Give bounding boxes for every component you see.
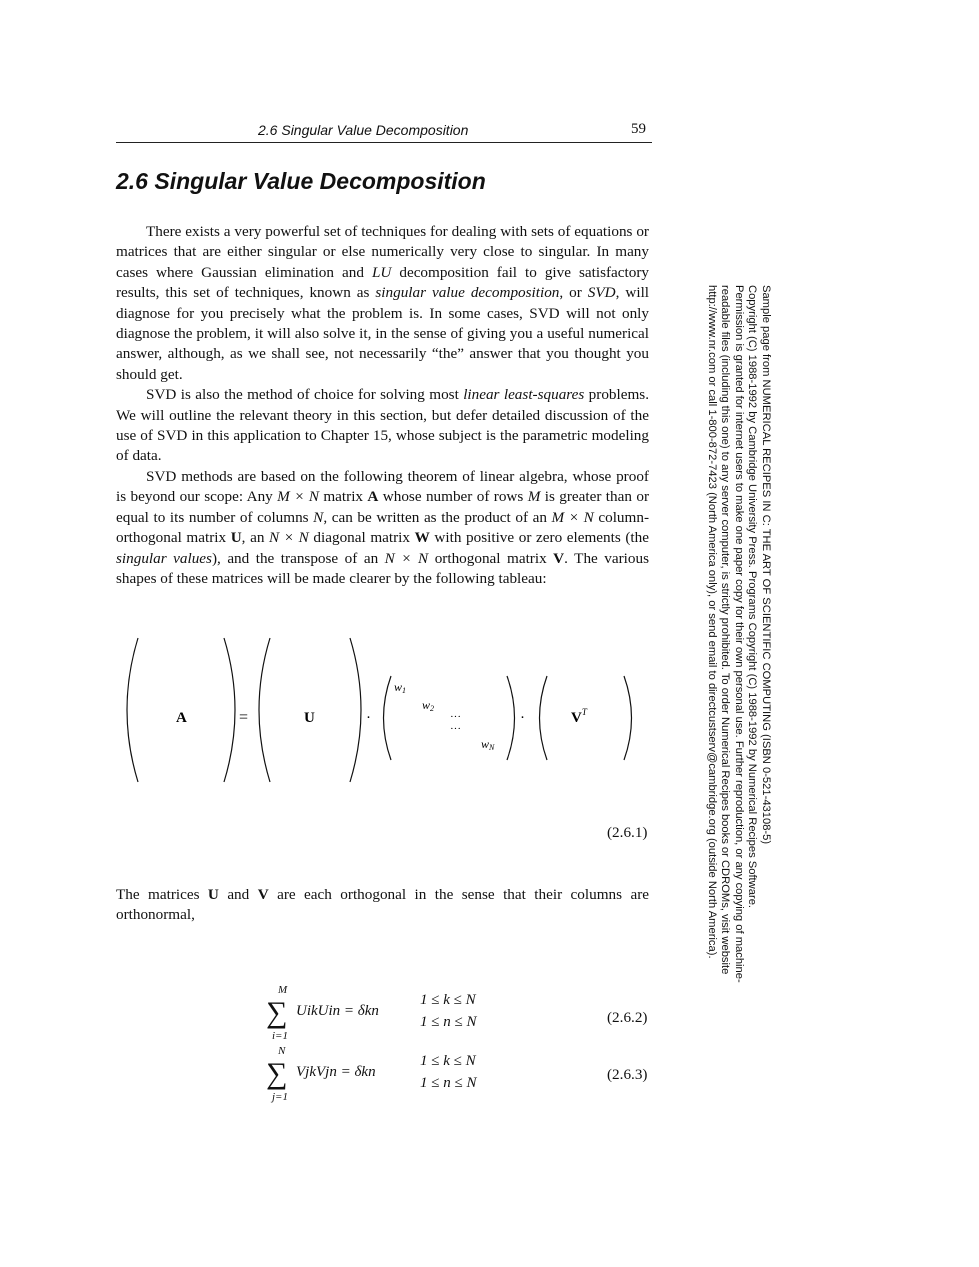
condition-n: 1 ≤ n ≤ N	[420, 1014, 477, 1030]
equation-label-2-6-2: (2.6.2)	[607, 1009, 648, 1026]
paren-v-left	[540, 676, 548, 760]
copyright-side-note	[692, 285, 772, 985]
text-run: problems. We will outline the relevant theory in this section, but defer detailed discussion of the use of SVD in this application to Chapter 15, whose subject is the parametric modeling of data.	[116, 386, 649, 465]
sum-expression: VjkVjn = δkn	[296, 1064, 376, 1080]
math-n: N	[313, 508, 324, 526]
sum-expression: UikUin = δkn	[296, 1003, 379, 1019]
sigma-icon: ∑	[266, 996, 288, 1029]
sum-upper-limit: N	[278, 1045, 286, 1057]
matrix-w: W	[414, 529, 430, 547]
math-dim: M × N	[551, 508, 594, 526]
term-singular-values: singular values	[116, 549, 212, 567]
matrix-v: V	[257, 886, 269, 903]
tableau-u: U	[304, 710, 315, 726]
text-run: decomposition fail to give satisfactory results, this set of techniques, known as	[116, 263, 649, 302]
body-text	[116, 222, 649, 589]
matrix-a: A	[367, 488, 379, 506]
math-dim: M × N	[277, 488, 319, 506]
equation-2-6-3	[260, 1045, 660, 1111]
sigma-icon: ∑	[266, 1057, 288, 1090]
tableau-a: A	[176, 710, 187, 726]
tableau-dot-2: ·	[520, 710, 525, 726]
tableau-vt: $V^T$	[571, 707, 587, 726]
text-run: diagonal matrix	[308, 529, 415, 547]
sum-lower-limit: j=1	[272, 1091, 288, 1103]
tableau-equals: =	[239, 709, 249, 726]
matrix-u: U	[207, 886, 219, 903]
math-lu: LU	[371, 263, 392, 281]
tableau-w2: w2	[422, 698, 435, 713]
page-number: 59	[631, 121, 646, 137]
math-m: M	[527, 488, 541, 506]
term-svd: singular value decomposition	[375, 284, 560, 302]
text-run: are each orthogonal in the sense that their columns are orthonormal,	[116, 886, 649, 924]
text-run: with positive or zero elements (the	[429, 529, 649, 547]
paragraph-orthonormal	[116, 885, 649, 926]
math-dim: N × N	[384, 549, 429, 567]
side-note-line: readable files (including this one) to any server computer, is strictly prohibited. To order Numerical Recipes books or CDROMs, visit website	[719, 285, 732, 975]
text-run: matrix	[318, 488, 368, 506]
paragraph-intro	[116, 222, 649, 385]
section-title: 2.6 Singular Value Decomposition	[116, 168, 486, 194]
text-run: SVD is also the method of choice for solving most	[146, 386, 464, 404]
text-run: is greater than or equal to its number of columns	[116, 488, 649, 526]
condition-n: 1 ≤ n ≤ N	[420, 1075, 477, 1091]
equation-label-2-6-3: (2.6.3)	[607, 1066, 648, 1083]
paren-u-left	[259, 638, 270, 782]
equation-2-6-2	[260, 984, 660, 1050]
text-run: orthogonal matrix	[428, 549, 554, 567]
paren-a-right	[224, 638, 235, 782]
paren-w-left	[384, 676, 392, 760]
paren-w-right	[507, 676, 515, 760]
sum-lower-limit: i=1	[272, 1030, 288, 1042]
side-note-line: http://www.nr.com or call 1-800-872-7423 (North America only), or send email to directcustserv@cambridge.org (outside North America).	[706, 285, 718, 959]
text-run: whose number of rows	[378, 488, 528, 506]
tableau-wn: wN	[481, 737, 495, 752]
text-run: , or	[559, 284, 588, 302]
text-run: There exists a very powerful set of techniques for dealing with sets of equations or matrices that are either singular or else numerically very close to singular. In many cases where Gaussian elimination and	[116, 223, 649, 281]
paren-u-right	[350, 638, 361, 782]
text-run: column-orthogonal matrix	[116, 508, 649, 547]
condition-k: 1 ≤ k ≤ N	[420, 1053, 476, 1069]
math-dim: N × N	[269, 529, 309, 547]
matrix-v: V	[553, 549, 565, 567]
text-run: ), and the transpose of an	[211, 549, 385, 567]
running-title: 2.6 Singular Value Decomposition	[258, 122, 469, 138]
tableau-dot-1: ·	[366, 710, 371, 726]
paren-a-left	[127, 638, 138, 782]
tableau-dots-2: ···	[450, 723, 461, 735]
text-run: and	[218, 886, 258, 903]
condition-k: 1 ≤ k ≤ N	[420, 992, 476, 1008]
text-run: , can be written as the product of an	[323, 508, 552, 526]
term-lls: linear least-squares	[463, 386, 585, 404]
tableau-w1: w1	[394, 680, 407, 695]
tableau-dots-1: ···	[450, 711, 461, 723]
term-svd-abbr: SVD	[587, 284, 616, 302]
paragraph-least-squares	[116, 385, 649, 467]
running-head	[116, 122, 652, 143]
text-run: . The various shapes of these matrices will be made clearer by the following tableau:	[116, 549, 649, 587]
text-run: , an	[241, 529, 270, 547]
sum-upper-limit: M	[278, 984, 288, 996]
side-note-line: Permission is granted for internet users to make one paper copy for their own personal use. Further reproduction, or any copying of machine-	[733, 285, 745, 983]
side-note-line: Copyright (C) 1988-1992 by Cambridge University Press. Programs Copyright (C) 1988-1992 by Numerical Recipes Software.	[746, 285, 759, 909]
paren-v-right	[624, 676, 632, 760]
paragraph-theorem	[116, 467, 649, 589]
equation-label-2-6-1: (2.6.1)	[607, 824, 648, 841]
text-run: The matrices	[116, 886, 208, 903]
text-run: SVD methods are based on the following theorem of linear algebra, whose proof is beyond our scope: Any	[116, 467, 649, 506]
svd-tableau	[100, 610, 660, 810]
matrix-u: U	[230, 529, 242, 547]
side-note-line: Sample page from NUMERICAL RECIPES IN C: THE ART OF SCIENTIFIC COMPUTING (ISBN 0-521-43108-5)	[760, 285, 772, 845]
text-run: , will diagnose for you precisely what the problem is. In some cases, SVD will not only diagnose the problem, it will also solve it, in the sense of giving you a useful numerical answer, although, as we shall see, not necessarily “the” answer that you thought you should get.	[116, 284, 650, 383]
